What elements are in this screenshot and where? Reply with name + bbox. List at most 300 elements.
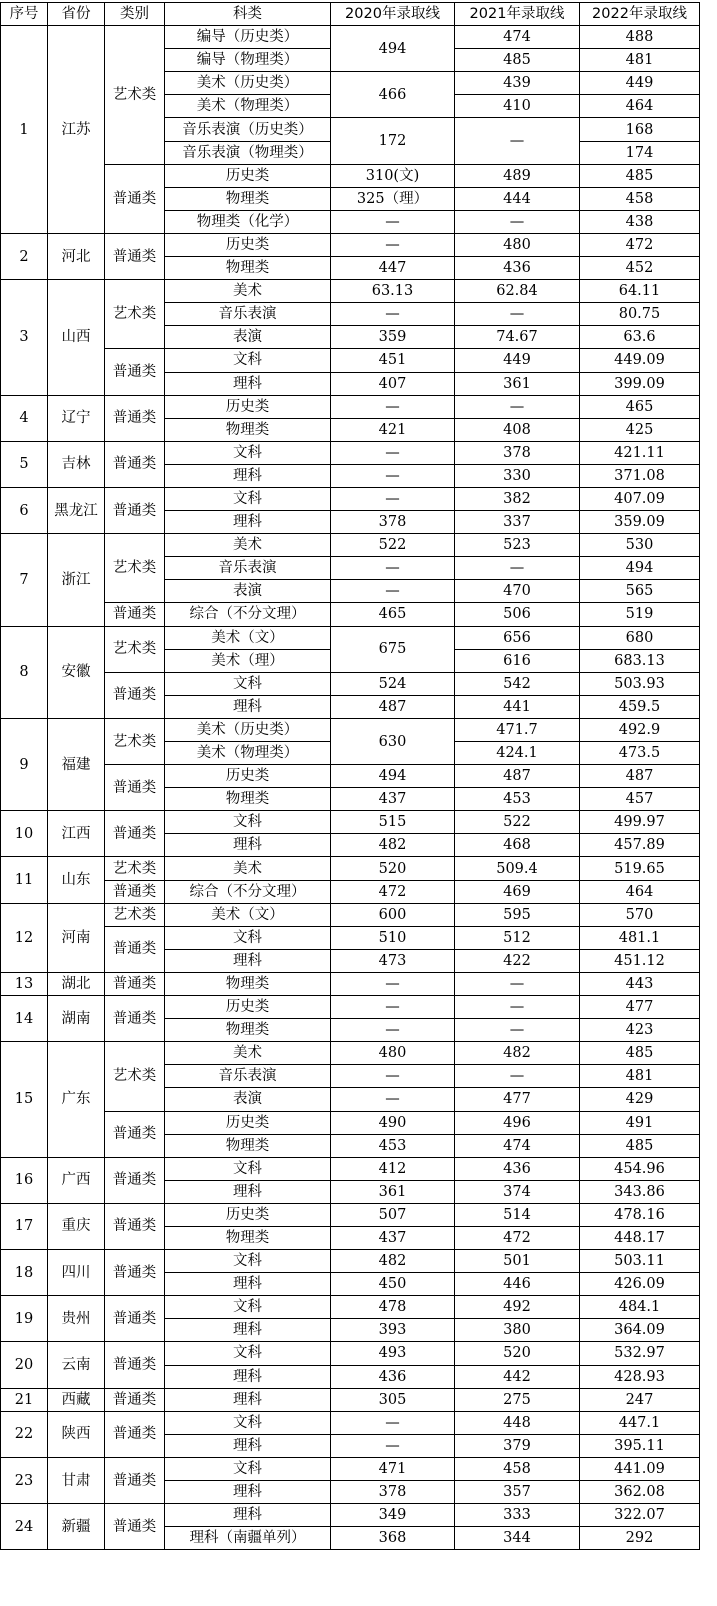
table-cell: 音乐表演 bbox=[165, 1065, 331, 1088]
table-cell: 普通类 bbox=[105, 926, 165, 972]
table-cell: 艺术类 bbox=[105, 1042, 165, 1111]
table-row bbox=[1, 765, 700, 788]
table-cell: — bbox=[331, 972, 455, 995]
table-row bbox=[1, 672, 700, 695]
table-cell: — bbox=[331, 1088, 455, 1111]
table-cell: 494 bbox=[580, 557, 700, 580]
table-cell: 重庆 bbox=[48, 1203, 105, 1249]
table-cell: 509.4 bbox=[455, 857, 580, 880]
table-cell: 4 bbox=[1, 395, 48, 441]
table-cell: 普通类 bbox=[105, 441, 165, 487]
table-cell: 523 bbox=[455, 534, 580, 557]
table-cell: 458 bbox=[455, 1457, 580, 1480]
table-cell: 464 bbox=[580, 880, 700, 903]
table-cell: 524 bbox=[331, 672, 455, 695]
table-cell: — bbox=[455, 303, 580, 326]
table-cell: 421.11 bbox=[580, 441, 700, 464]
table-cell: 表演 bbox=[165, 326, 331, 349]
table-cell: — bbox=[331, 210, 455, 233]
table-cell: 499.97 bbox=[580, 811, 700, 834]
table-cell: 444 bbox=[455, 187, 580, 210]
table-cell: 63.6 bbox=[580, 326, 700, 349]
table-cell: 490 bbox=[331, 1111, 455, 1134]
table-cell: 美术 bbox=[165, 857, 331, 880]
table-cell: 492.9 bbox=[580, 718, 700, 741]
table-cell: 449 bbox=[455, 349, 580, 372]
table-cell: 487 bbox=[580, 765, 700, 788]
table-cell: 410 bbox=[455, 95, 580, 118]
table-cell: 理科 bbox=[165, 834, 331, 857]
table-cell: 新疆 bbox=[48, 1504, 105, 1550]
header-category: 类别 bbox=[105, 3, 165, 26]
table-cell: 江西 bbox=[48, 811, 105, 857]
table-cell: 艺术类 bbox=[105, 857, 165, 880]
table-cell: 480 bbox=[331, 1042, 455, 1065]
table-row bbox=[1, 1388, 700, 1411]
table-cell: 14 bbox=[1, 996, 48, 1042]
table-cell: 物理类 bbox=[165, 257, 331, 280]
table-cell: 音乐表演 bbox=[165, 557, 331, 580]
table-cell: 466 bbox=[331, 72, 455, 118]
table-cell: 文科 bbox=[165, 349, 331, 372]
table-cell: 481.1 bbox=[580, 926, 700, 949]
table-cell: 四川 bbox=[48, 1250, 105, 1296]
table-cell: 330 bbox=[455, 464, 580, 487]
table-cell: 457 bbox=[580, 788, 700, 811]
table-cell: 522 bbox=[455, 811, 580, 834]
table-cell: 429 bbox=[580, 1088, 700, 1111]
table-cell: 451.12 bbox=[580, 949, 700, 972]
table-row bbox=[1, 1250, 700, 1273]
table-cell: 广东 bbox=[48, 1042, 105, 1157]
table-cell: — bbox=[455, 210, 580, 233]
table-cell: 普通类 bbox=[105, 164, 165, 233]
table-cell: 542 bbox=[455, 672, 580, 695]
table-cell: 457.89 bbox=[580, 834, 700, 857]
table-cell: 630 bbox=[331, 718, 455, 764]
table-cell: 普通类 bbox=[105, 1203, 165, 1249]
table-cell: 481 bbox=[580, 1065, 700, 1088]
table-cell: 历史类 bbox=[165, 164, 331, 187]
table-cell: 物理类 bbox=[165, 788, 331, 811]
table-cell: 24 bbox=[1, 1504, 48, 1550]
table-cell: 16 bbox=[1, 1157, 48, 1203]
table-cell: 371.08 bbox=[580, 464, 700, 487]
table-cell: 275 bbox=[455, 1388, 580, 1411]
table-cell: 普通类 bbox=[105, 349, 165, 395]
table-cell: 359 bbox=[331, 326, 455, 349]
table-cell: 美术（物理类） bbox=[165, 742, 331, 765]
table-cell: 综合（不分文理） bbox=[165, 603, 331, 626]
table-row bbox=[1, 903, 700, 926]
table-cell: — bbox=[331, 487, 455, 510]
table-cell: 8 bbox=[1, 626, 48, 718]
table-cell: 物理类 bbox=[165, 1134, 331, 1157]
table-cell: 428.93 bbox=[580, 1365, 700, 1388]
table-cell: 历史类 bbox=[165, 1111, 331, 1134]
table-cell: 黑龙江 bbox=[48, 487, 105, 533]
table-cell: — bbox=[331, 1019, 455, 1042]
table-cell: 美术（理） bbox=[165, 649, 331, 672]
table-cell: 501 bbox=[455, 1250, 580, 1273]
table-cell: 2 bbox=[1, 233, 48, 279]
table-cell: 474 bbox=[455, 26, 580, 49]
table-cell: 448 bbox=[455, 1411, 580, 1434]
table-cell: 美术 bbox=[165, 280, 331, 303]
table-cell: 484.1 bbox=[580, 1296, 700, 1319]
table-cell: 普通类 bbox=[105, 233, 165, 279]
table-cell: 文科 bbox=[165, 487, 331, 510]
table-cell: 文科 bbox=[165, 811, 331, 834]
admission-score-table bbox=[0, 2, 700, 1550]
table-cell: 488 bbox=[580, 26, 700, 49]
table-cell: 历史类 bbox=[165, 395, 331, 418]
table-cell: 普通类 bbox=[105, 487, 165, 533]
table-cell: 656 bbox=[455, 626, 580, 649]
table-cell: 337 bbox=[455, 511, 580, 534]
table-cell: 507 bbox=[331, 1203, 455, 1226]
table-cell: 482 bbox=[331, 1250, 455, 1273]
table-cell: 343.86 bbox=[580, 1180, 700, 1203]
table-cell: 艺术类 bbox=[105, 26, 165, 165]
header-score-2020: 2020年录取线 bbox=[331, 3, 455, 26]
table-cell: 446 bbox=[455, 1273, 580, 1296]
table-cell: 河北 bbox=[48, 233, 105, 279]
table-cell: 378 bbox=[455, 441, 580, 464]
table-cell: 普通类 bbox=[105, 395, 165, 441]
table-cell: 322.07 bbox=[580, 1504, 700, 1527]
table-cell: 普通类 bbox=[105, 811, 165, 857]
table-row bbox=[1, 718, 700, 741]
table-cell: 450 bbox=[331, 1273, 455, 1296]
table-cell: 甘肃 bbox=[48, 1457, 105, 1503]
table-cell: 23 bbox=[1, 1457, 48, 1503]
table-cell: 368 bbox=[331, 1527, 455, 1550]
table-cell: 63.13 bbox=[331, 280, 455, 303]
table-cell: 520 bbox=[331, 857, 455, 880]
table-cell: 江苏 bbox=[48, 26, 105, 234]
table-row bbox=[1, 972, 700, 995]
table-cell: 艺术类 bbox=[105, 280, 165, 349]
table-cell: 465 bbox=[580, 395, 700, 418]
table-cell: 519 bbox=[580, 603, 700, 626]
table-cell: 文科 bbox=[165, 926, 331, 949]
table-cell: — bbox=[455, 1019, 580, 1042]
table-row bbox=[1, 811, 700, 834]
table-cell: — bbox=[331, 580, 455, 603]
table-cell: 436 bbox=[455, 1157, 580, 1180]
table-cell: 412 bbox=[331, 1157, 455, 1180]
table-cell: 理科 bbox=[165, 695, 331, 718]
table-row bbox=[1, 1504, 700, 1527]
table-cell: 482 bbox=[331, 834, 455, 857]
table-cell: 424.1 bbox=[455, 742, 580, 765]
table-cell: — bbox=[331, 996, 455, 1019]
table-header-row bbox=[1, 3, 700, 26]
table-cell: 理科 bbox=[165, 511, 331, 534]
table-cell: 理科 bbox=[165, 1434, 331, 1457]
table-cell: 453 bbox=[455, 788, 580, 811]
table-cell: 综合（不分文理） bbox=[165, 880, 331, 903]
table-cell: 393 bbox=[331, 1319, 455, 1342]
table-cell: 449 bbox=[580, 72, 700, 95]
table-cell: 474 bbox=[455, 1134, 580, 1157]
table-cell: 历史类 bbox=[165, 765, 331, 788]
table-cell: 福建 bbox=[48, 718, 105, 810]
table-cell: 表演 bbox=[165, 1088, 331, 1111]
table-cell: 487 bbox=[331, 695, 455, 718]
table-cell: 407 bbox=[331, 372, 455, 395]
table-cell: — bbox=[455, 996, 580, 1019]
table-cell: 贵州 bbox=[48, 1296, 105, 1342]
table-row bbox=[1, 233, 700, 256]
header-province: 省份 bbox=[48, 3, 105, 26]
table-cell: — bbox=[331, 1411, 455, 1434]
table-cell: — bbox=[331, 233, 455, 256]
table-cell: 理科 bbox=[165, 1319, 331, 1342]
table-cell: 349 bbox=[331, 1504, 455, 1527]
table-cell: — bbox=[455, 395, 580, 418]
table-cell: 理科（南疆单列） bbox=[165, 1527, 331, 1550]
table-cell: 379 bbox=[455, 1434, 580, 1457]
table-cell: 471.7 bbox=[455, 718, 580, 741]
table-cell: 361 bbox=[455, 372, 580, 395]
table-cell: 453 bbox=[331, 1134, 455, 1157]
table-row bbox=[1, 603, 700, 626]
table-cell: 473.5 bbox=[580, 742, 700, 765]
table-cell: 美术（文） bbox=[165, 903, 331, 926]
table-cell: 11 bbox=[1, 857, 48, 903]
table-cell: 西藏 bbox=[48, 1388, 105, 1411]
table-cell: 12 bbox=[1, 903, 48, 972]
table-cell: 物理类 bbox=[165, 1019, 331, 1042]
table-cell: 454.96 bbox=[580, 1157, 700, 1180]
table-row bbox=[1, 1411, 700, 1434]
table-cell: 历史类 bbox=[165, 1203, 331, 1226]
table-cell: 361 bbox=[331, 1180, 455, 1203]
table-cell: 20 bbox=[1, 1342, 48, 1388]
table-cell: 文科 bbox=[165, 441, 331, 464]
table-cell: 编导（物理类） bbox=[165, 49, 331, 72]
table-row bbox=[1, 626, 700, 649]
table-row bbox=[1, 395, 700, 418]
table-cell: 普通类 bbox=[105, 672, 165, 718]
table-cell: 浙江 bbox=[48, 534, 105, 626]
table-cell: 普通类 bbox=[105, 1457, 165, 1503]
table-cell: 物理类 bbox=[165, 1226, 331, 1249]
table-row bbox=[1, 1203, 700, 1226]
table-cell: 美术（历史类） bbox=[165, 718, 331, 741]
table-cell: — bbox=[331, 464, 455, 487]
table-cell: 395.11 bbox=[580, 1434, 700, 1457]
table-cell: 美术（物理类） bbox=[165, 95, 331, 118]
table-row bbox=[1, 349, 700, 372]
table-cell: 理科 bbox=[165, 1481, 331, 1504]
table-cell: 文科 bbox=[165, 672, 331, 695]
table-cell: 10 bbox=[1, 811, 48, 857]
table-cell: — bbox=[455, 1065, 580, 1088]
table-cell: 247 bbox=[580, 1388, 700, 1411]
table-cell: 600 bbox=[331, 903, 455, 926]
table-cell: 普通类 bbox=[105, 1411, 165, 1457]
table-cell: 481 bbox=[580, 49, 700, 72]
table-cell: 普通类 bbox=[105, 765, 165, 811]
table-cell: 478.16 bbox=[580, 1203, 700, 1226]
table-cell: — bbox=[455, 972, 580, 995]
table-cell: 历史类 bbox=[165, 996, 331, 1019]
table-row bbox=[1, 1296, 700, 1319]
header-subject: 科类 bbox=[165, 3, 331, 26]
table-cell: 469 bbox=[455, 880, 580, 903]
table-row bbox=[1, 280, 700, 303]
table-cell: 5 bbox=[1, 441, 48, 487]
table-cell: 普通类 bbox=[105, 996, 165, 1042]
table-cell: 174 bbox=[580, 141, 700, 164]
table-cell: 普通类 bbox=[105, 972, 165, 995]
table-cell: 452 bbox=[580, 257, 700, 280]
table-cell: 物理类（化学） bbox=[165, 210, 331, 233]
table-cell: 675 bbox=[331, 626, 455, 672]
table-cell: 74.67 bbox=[455, 326, 580, 349]
table-cell: 编导（历史类） bbox=[165, 26, 331, 49]
table-cell: 艺术类 bbox=[105, 903, 165, 926]
table-cell: 64.11 bbox=[580, 280, 700, 303]
table-cell: 616 bbox=[455, 649, 580, 672]
table-row bbox=[1, 1111, 700, 1134]
table-cell: 449.09 bbox=[580, 349, 700, 372]
table-cell: 464 bbox=[580, 95, 700, 118]
table-cell: 普通类 bbox=[105, 603, 165, 626]
table-row bbox=[1, 857, 700, 880]
table-cell: 441 bbox=[455, 695, 580, 718]
table-cell: 理科 bbox=[165, 1180, 331, 1203]
table-cell: — bbox=[331, 1434, 455, 1457]
header-index: 序号 bbox=[1, 3, 48, 26]
table-cell: 492 bbox=[455, 1296, 580, 1319]
table-cell: 普通类 bbox=[105, 1296, 165, 1342]
table-cell: 423 bbox=[580, 1019, 700, 1042]
table-cell: 472 bbox=[580, 233, 700, 256]
table-row bbox=[1, 487, 700, 510]
table-cell: 325（理） bbox=[331, 187, 455, 210]
table-cell: 17 bbox=[1, 1203, 48, 1249]
table-cell: 451 bbox=[331, 349, 455, 372]
table-cell: 364.09 bbox=[580, 1319, 700, 1342]
table-cell: 485 bbox=[455, 49, 580, 72]
table-cell: 文科 bbox=[165, 1250, 331, 1273]
table-cell: 山东 bbox=[48, 857, 105, 903]
table-cell: 683.13 bbox=[580, 649, 700, 672]
table-cell: 471 bbox=[331, 1457, 455, 1480]
table-cell: 472 bbox=[455, 1226, 580, 1249]
table-cell: 理科 bbox=[165, 1388, 331, 1411]
table-cell: 河南 bbox=[48, 903, 105, 972]
table-cell: 437 bbox=[331, 1226, 455, 1249]
table-cell: 399.09 bbox=[580, 372, 700, 395]
table-cell: 理科 bbox=[165, 372, 331, 395]
table-cell: 理科 bbox=[165, 1504, 331, 1527]
table-cell: 362.08 bbox=[580, 1481, 700, 1504]
table-cell: 物理类 bbox=[165, 972, 331, 995]
table-cell: 艺术类 bbox=[105, 534, 165, 603]
table-cell: 441.09 bbox=[580, 1457, 700, 1480]
table-cell: 436 bbox=[331, 1365, 455, 1388]
table-cell: 378 bbox=[331, 1481, 455, 1504]
table-cell: — bbox=[331, 1065, 455, 1088]
table-row bbox=[1, 926, 700, 949]
table-row bbox=[1, 1457, 700, 1480]
table-cell: 565 bbox=[580, 580, 700, 603]
table-cell: 437 bbox=[331, 788, 455, 811]
table-cell: 普通类 bbox=[105, 1157, 165, 1203]
table-cell: 506 bbox=[455, 603, 580, 626]
table-cell: 172 bbox=[331, 118, 455, 164]
table-cell: 520 bbox=[455, 1342, 580, 1365]
table-cell: 448.17 bbox=[580, 1226, 700, 1249]
header-score-2022: 2022年录取线 bbox=[580, 3, 700, 26]
table-cell: 468 bbox=[455, 834, 580, 857]
table-cell: 570 bbox=[580, 903, 700, 926]
table-cell: 理科 bbox=[165, 949, 331, 972]
table-cell: — bbox=[331, 557, 455, 580]
table-cell: 442 bbox=[455, 1365, 580, 1388]
table-cell: 407.09 bbox=[580, 487, 700, 510]
table-row bbox=[1, 1157, 700, 1180]
table-cell: 447 bbox=[331, 257, 455, 280]
table-cell: 美术（历史类） bbox=[165, 72, 331, 95]
table-cell: 470 bbox=[455, 580, 580, 603]
table-cell: 515 bbox=[331, 811, 455, 834]
table-cell: 音乐表演（物理类） bbox=[165, 141, 331, 164]
table-cell: 9 bbox=[1, 718, 48, 810]
table-cell: 512 bbox=[455, 926, 580, 949]
table-cell: 22 bbox=[1, 1411, 48, 1457]
table-cell: 380 bbox=[455, 1319, 580, 1342]
table-cell: 477 bbox=[455, 1088, 580, 1111]
table-row bbox=[1, 996, 700, 1019]
table-cell: 吉林 bbox=[48, 441, 105, 487]
table-cell: 168 bbox=[580, 118, 700, 141]
table-cell: 普通类 bbox=[105, 1388, 165, 1411]
table-row bbox=[1, 880, 700, 903]
table-cell: 425 bbox=[580, 418, 700, 441]
table-cell: 489 bbox=[455, 164, 580, 187]
table-cell: 595 bbox=[455, 903, 580, 926]
table-cell: 482 bbox=[455, 1042, 580, 1065]
table-cell: 426.09 bbox=[580, 1273, 700, 1296]
table-cell: 473 bbox=[331, 949, 455, 972]
table-cell: 530 bbox=[580, 534, 700, 557]
table-cell: 陕西 bbox=[48, 1411, 105, 1457]
table-cell: 艺术类 bbox=[105, 626, 165, 672]
table-cell: 7 bbox=[1, 534, 48, 626]
table-cell: 文科 bbox=[165, 1157, 331, 1180]
table-cell: 436 bbox=[455, 257, 580, 280]
table-cell: 382 bbox=[455, 487, 580, 510]
table-cell: 494 bbox=[331, 765, 455, 788]
table-row bbox=[1, 1342, 700, 1365]
table-cell: — bbox=[455, 118, 580, 164]
table-cell: 音乐表演 bbox=[165, 303, 331, 326]
table-cell: 普通类 bbox=[105, 1250, 165, 1296]
table-cell: 19 bbox=[1, 1296, 48, 1342]
table-cell: 湖南 bbox=[48, 996, 105, 1042]
table-cell: 普通类 bbox=[105, 1111, 165, 1157]
table-cell: 503.93 bbox=[580, 672, 700, 695]
table-cell: 485 bbox=[580, 164, 700, 187]
table-cell: 安徽 bbox=[48, 626, 105, 718]
table-cell: 422 bbox=[455, 949, 580, 972]
